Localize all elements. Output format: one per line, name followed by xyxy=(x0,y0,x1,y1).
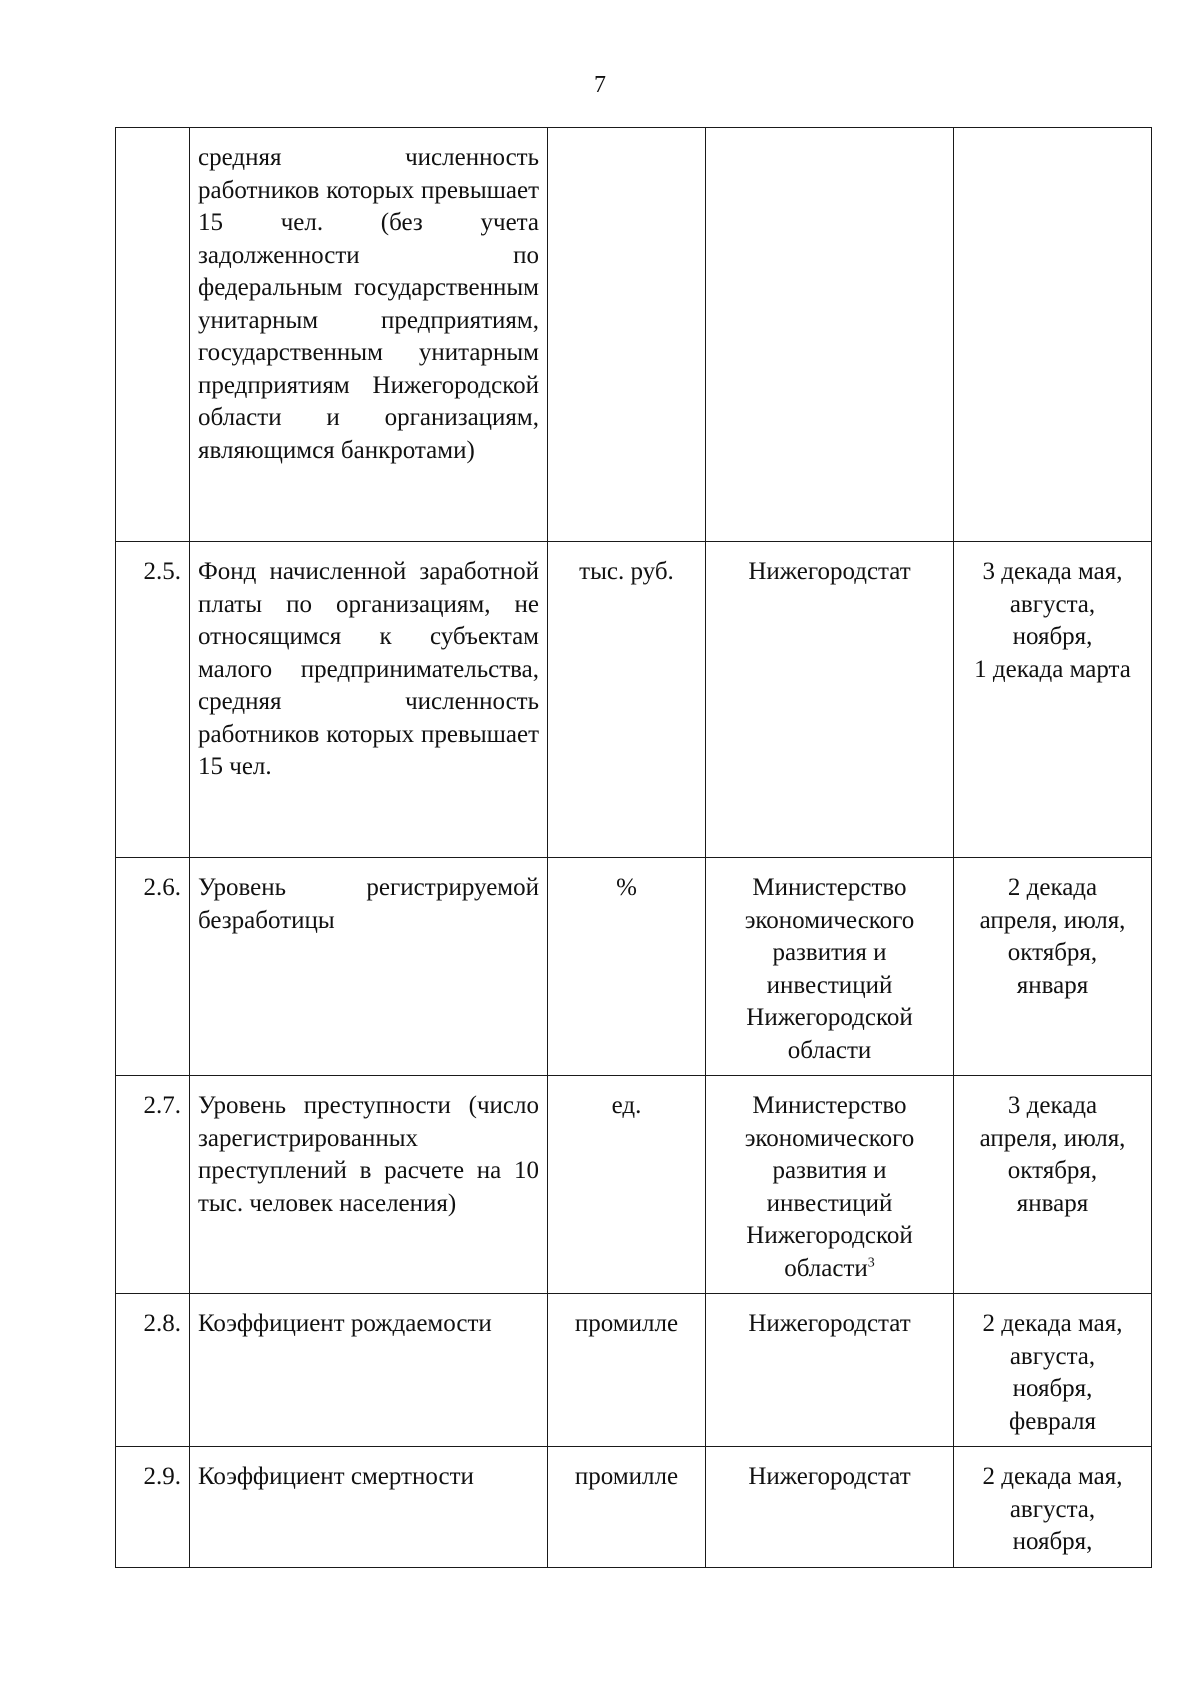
source-cell xyxy=(706,1447,954,1568)
row-number-cell xyxy=(116,1447,190,1568)
period-cell xyxy=(954,542,1152,858)
unit-cell xyxy=(548,1447,706,1568)
period-value: 2 декада апреля, июля, октября, января xyxy=(979,874,1126,999)
period-cell xyxy=(954,858,1152,1076)
row-number: 2.5. xyxy=(143,558,181,585)
indicator-name: средняя численность работников которых превышает 15 чел. (без учета задолженности по федеральным государственным унитарным предприятиям, государственным унитарным предприятиям Нижегородской области и организациям, являющимся банкротами) xyxy=(198,144,539,464)
row-number: 2.6. xyxy=(143,874,181,901)
indicator-name: Коэффициент смертности xyxy=(198,1463,474,1490)
row-number: 2.7. xyxy=(143,1092,181,1119)
period-value: 3 декада мая, августа, ноября, 1 декада марта xyxy=(974,558,1131,683)
table-row xyxy=(116,542,1152,858)
source-cell xyxy=(706,1076,954,1294)
unit-cell xyxy=(548,858,706,1076)
row-number: 2.8. xyxy=(143,1310,181,1337)
indicator-name: Коэффициент рождаемости xyxy=(198,1310,492,1337)
source-value: Нижегородстат xyxy=(748,1310,911,1337)
indicator-name-cell xyxy=(190,1447,548,1568)
source-value: Нижегородстат xyxy=(748,558,911,585)
source-value: Министерство экономического развития и инвестиций Нижегородской области xyxy=(744,1092,915,1282)
table-row xyxy=(116,1076,1152,1294)
period-value: 2 декада мая, августа, ноября, xyxy=(982,1463,1123,1555)
indicator-name-cell xyxy=(190,1076,548,1294)
row-number-cell xyxy=(116,128,190,542)
row-number-cell xyxy=(116,1294,190,1447)
source-cell xyxy=(706,1294,954,1447)
page-number: 7 xyxy=(594,72,606,98)
unit-value: промилле xyxy=(574,1310,679,1337)
period-cell xyxy=(954,1294,1152,1447)
table-row xyxy=(116,1447,1152,1568)
period-cell xyxy=(954,1447,1152,1568)
indicators-table xyxy=(115,127,1152,1568)
indicator-name-cell xyxy=(190,858,548,1076)
row-number: 2.9. xyxy=(143,1463,181,1490)
unit-value: промилле xyxy=(574,1463,679,1490)
indicator-name-cell xyxy=(190,128,548,542)
unit-cell xyxy=(548,128,706,542)
period-cell xyxy=(954,1076,1152,1294)
source-cell xyxy=(706,542,954,858)
unit-value: тыс. руб. xyxy=(579,558,674,585)
table-row xyxy=(116,1294,1152,1447)
indicator-name-cell xyxy=(190,1294,548,1447)
unit-cell xyxy=(548,1076,706,1294)
indicator-name: Фонд начисленной заработной платы по организациям, не относящимся к субъектам малого предпринимательства, средняя численность работников которых превышает 15 чел. xyxy=(198,558,539,780)
row-number-cell xyxy=(116,858,190,1076)
table-row xyxy=(116,128,1152,542)
period-value: 2 декада мая, августа, ноября, февраля xyxy=(982,1310,1123,1435)
unit-cell xyxy=(548,542,706,858)
source-value: Нижегородстат xyxy=(748,1463,911,1490)
indicator-name: Уровень преступности (число зарегистрированных преступлений в расчете на 10 тыс. человек населения) xyxy=(198,1092,539,1217)
period-cell xyxy=(954,128,1152,542)
unit-cell xyxy=(548,1294,706,1447)
source-cell xyxy=(706,858,954,1076)
row-number-cell xyxy=(116,1076,190,1294)
row-number-cell xyxy=(116,542,190,858)
indicator-name-cell xyxy=(190,542,548,858)
footnote-marker: 3 xyxy=(867,1255,875,1271)
source-value: Министерство экономического развития и инвестиций Нижегородской области xyxy=(744,874,915,1064)
indicator-name: Уровень регистрируемой безработицы xyxy=(198,874,539,934)
table-row xyxy=(116,858,1152,1076)
unit-value: ед. xyxy=(611,1092,642,1119)
source-cell xyxy=(706,128,954,542)
period-value: 3 декада апреля, июля, октября, января xyxy=(979,1092,1126,1217)
unit-value: % xyxy=(616,874,637,901)
